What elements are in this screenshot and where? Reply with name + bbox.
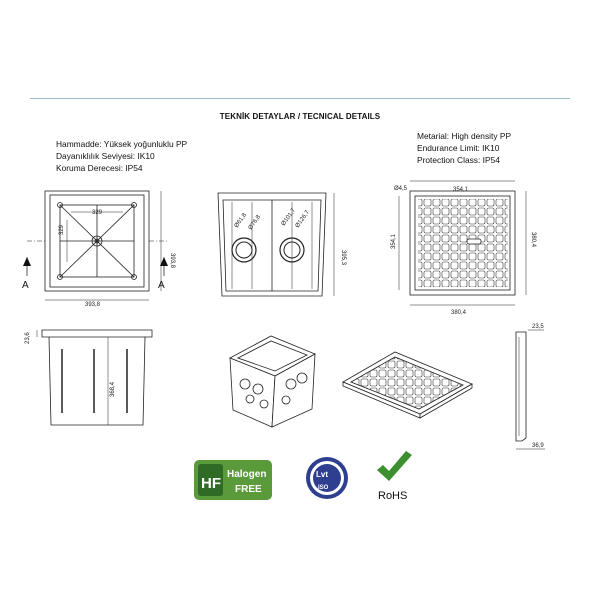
side-bottom-dim: 36,9	[532, 443, 544, 449]
cover-top-dim: 354,1	[453, 187, 469, 193]
spec-material-en: Metarial: High density PP	[417, 131, 512, 141]
lvt-logo	[306, 457, 348, 499]
front-view-drawing	[218, 193, 334, 296]
halogen-line1: Halogen	[227, 469, 267, 480]
cover-isometric-drawing	[343, 352, 472, 418]
halogen-hf-text: HF	[201, 475, 221, 492]
rohs-logo	[377, 451, 412, 502]
top-view-drawing	[27, 191, 167, 300]
section-top-dim: 23,6	[25, 332, 31, 344]
top-inner-width-label: 329	[92, 210, 103, 216]
side-profile-drawing	[516, 330, 545, 449]
top-inner-height-label: 329	[59, 224, 65, 235]
section-label-left: A	[22, 280, 29, 291]
lvt-sub-text: ISO	[318, 485, 329, 491]
hole-dia-3: Ø101,7	[280, 207, 297, 228]
box-isometric-drawing	[230, 336, 315, 427]
section-height-dim: 368,4	[110, 381, 116, 397]
halogen-line2: FREE	[235, 484, 262, 495]
spec-protection-en: Protection Class: IP54	[417, 155, 500, 165]
cover-right-dim: 380,4	[530, 232, 536, 248]
halogen-free-logo	[194, 460, 272, 500]
hole-dia-2: Ø76,8	[247, 214, 263, 232]
rohs-text: RoHS	[378, 490, 408, 502]
hole-dia-1: Ø61,8	[233, 212, 249, 230]
spec-protection-tr: Koruma Derecesi: IP54	[56, 163, 143, 173]
hole-dia-4: Ø126,7	[294, 209, 311, 230]
cover-grid-drawing	[399, 181, 526, 305]
page-title: TEKNİK DETAYLAR / TECNICAL DETAILS	[219, 112, 381, 121]
top-outer-width-label: 393,8	[85, 302, 101, 308]
spec-endurance-en: Endurance Limit: IK10	[417, 143, 500, 153]
section-label-right: A	[158, 280, 165, 291]
cover-bottom-dim: 380,4	[451, 310, 467, 316]
top-outer-height-label: 393,8	[169, 253, 175, 269]
section-view-drawing	[37, 330, 152, 425]
spec-endurance-tr: Dayanıklılık Seviyesi: IK10	[56, 151, 155, 161]
cover-left-dim: 354,1	[391, 233, 397, 249]
lvt-text: Lvt	[316, 470, 328, 479]
cover-radius-dim: Ø4,5	[394, 186, 408, 192]
front-height-label: 395,3	[340, 250, 346, 266]
side-top-dim: 23,5	[532, 324, 544, 330]
spec-material-tr: Hammadde: Yüksek yoğunluklu PP	[56, 139, 188, 149]
